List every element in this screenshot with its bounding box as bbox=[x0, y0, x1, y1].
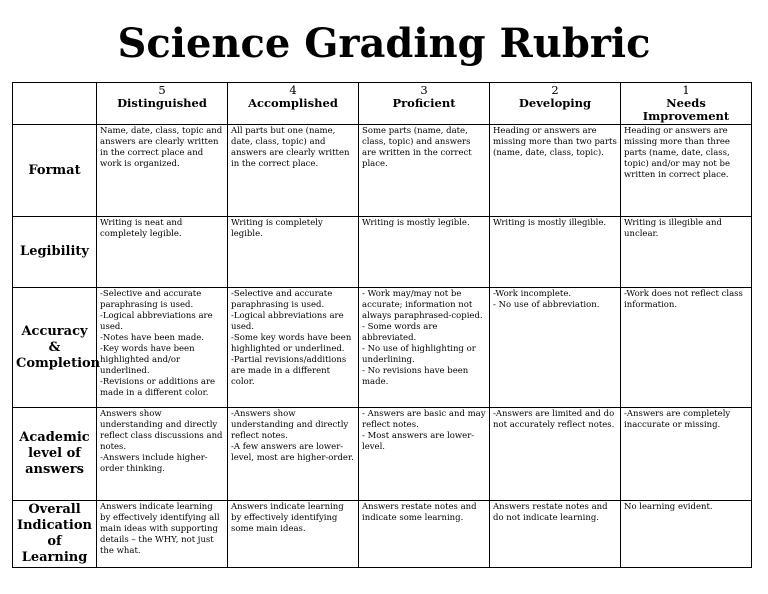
cell-text: Answers indicate learning by effectively identifying all main ideas with supporting details – the WHY, not just the what. bbox=[100, 502, 220, 556]
rubric-cell bbox=[621, 408, 752, 501]
rubric-cell bbox=[490, 501, 621, 568]
rubric-cell bbox=[621, 501, 752, 568]
rubric-cell bbox=[490, 125, 621, 217]
rubric-cell bbox=[359, 217, 490, 288]
rubric-cell bbox=[490, 288, 621, 408]
page-title: Science Grading Rubric bbox=[117, 20, 651, 67]
criterion-label: Academic level of answers bbox=[13, 408, 97, 501]
cell-text: - Most answers are lower-level. bbox=[362, 431, 475, 452]
cell-text: All parts but one (name, date, class, topic) and answers are clearly written in the correct place. bbox=[231, 126, 350, 169]
rubric-cell bbox=[490, 217, 621, 288]
rubric-cell bbox=[359, 408, 490, 501]
rubric-cell bbox=[97, 408, 228, 501]
cell-text: Writing is neat and completely legible. bbox=[100, 218, 183, 239]
cell-text: - No use of highlighting or underlining. bbox=[362, 344, 476, 365]
criterion-label: Legibility bbox=[13, 217, 97, 288]
cell-text: -Key words have been highlighted and/or underlined. bbox=[100, 344, 195, 376]
rubric-cell bbox=[97, 288, 228, 408]
cell-text: Writing is illegible and unclear. bbox=[624, 218, 722, 239]
rubric-cell bbox=[621, 288, 752, 408]
cell-text: -Selective and accurate paraphrasing is used. bbox=[231, 289, 333, 310]
cell-text: Answers indicate learning by effectively identifying some main ideas. bbox=[231, 502, 344, 534]
cell-text: - Answers are basic and may reflect notes. bbox=[362, 409, 486, 430]
cell-text: -Logical abbreviations are used. bbox=[231, 311, 344, 332]
cell-text: Answers restate notes and do not indicate learning. bbox=[493, 502, 608, 523]
rubric-cell bbox=[97, 501, 228, 568]
rubric-cell bbox=[97, 125, 228, 217]
rubric-cell bbox=[490, 408, 621, 501]
rubric-table bbox=[12, 82, 752, 568]
level-header-3: 3 Proficient bbox=[359, 83, 490, 125]
criterion-label: Format bbox=[13, 125, 97, 217]
table-row bbox=[13, 217, 752, 288]
rubric-cell bbox=[228, 408, 359, 501]
cell-text: Writing is completely legible. bbox=[231, 218, 323, 239]
criterion-label: Accuracy & Completion bbox=[13, 288, 97, 408]
cell-text: Heading or answers are missing more than two parts (name, date, class, topic). bbox=[493, 126, 617, 158]
cell-text: Some parts (name, date, class, topic) and answers are written in the correct place. bbox=[362, 126, 472, 169]
cell-text: -Notes have been made. bbox=[100, 333, 204, 343]
level-header-5: 5 Distinguished bbox=[97, 83, 228, 125]
cell-text: - Work may/may not be accurate; information not always paraphrased-copied. bbox=[362, 289, 483, 321]
cell-text: - No use of abbreviation. bbox=[493, 300, 600, 310]
cell-text: -Some key words have been highlighted or underlined. bbox=[231, 333, 352, 354]
rubric-cell bbox=[228, 125, 359, 217]
table-row bbox=[13, 408, 752, 501]
cell-text: Answers restate notes and indicate some learning. bbox=[362, 502, 477, 523]
level-header-1: 1 Needs Improvement bbox=[621, 83, 752, 125]
rubric-cell bbox=[97, 217, 228, 288]
cell-text: Heading or answers are missing more than three parts (name, date, class, topic) and/or may not be written in correct place. bbox=[624, 126, 731, 180]
table-row bbox=[13, 288, 752, 408]
cell-text: -A few answers are lower-level, most are higher-order. bbox=[231, 442, 354, 463]
cell-text: Name, date, class, topic and answers are clearly written in the correct place and work is organized. bbox=[100, 126, 223, 169]
cell-text: -Answers include higher-order thinking. bbox=[100, 453, 208, 474]
cell-text: -Answers are limited and do not accurately reflect notes. bbox=[493, 409, 615, 430]
rubric-cell bbox=[621, 217, 752, 288]
cell-text: -Answers are completely inaccurate or missing. bbox=[624, 409, 731, 430]
cell-text: -Logical abbreviations are used. bbox=[100, 311, 213, 332]
cell-text: -Answers show understanding and directly reflect notes. bbox=[231, 409, 349, 441]
cell-text: -Partial revisions/additions are made in a different color. bbox=[231, 355, 347, 387]
rubric-cell bbox=[228, 217, 359, 288]
rubric-cell bbox=[228, 288, 359, 408]
rubric-cell bbox=[228, 501, 359, 568]
cell-text: -Selective and accurate paraphrasing is used. bbox=[100, 289, 202, 310]
rubric-cell bbox=[359, 125, 490, 217]
level-header-2: 2 Developing bbox=[490, 83, 621, 125]
cell-text: - No revisions have been made. bbox=[362, 366, 469, 387]
cell-text: -Work does not reflect class information. bbox=[624, 289, 743, 310]
rubric-cell bbox=[621, 125, 752, 217]
cell-text: Writing is mostly legible. bbox=[362, 218, 470, 228]
level-header-4: 4 Accomplished bbox=[228, 83, 359, 125]
cell-text: No learning evident. bbox=[624, 502, 713, 512]
table-row bbox=[13, 125, 752, 217]
criterion-label: Overall Indication of Learning bbox=[13, 501, 97, 568]
rubric-cell bbox=[359, 288, 490, 408]
header-row bbox=[13, 83, 752, 125]
cell-text: Writing is mostly illegible. bbox=[493, 218, 607, 228]
cell-text: -Work incomplete. bbox=[493, 289, 572, 299]
cell-text: - Some words are abbreviated. bbox=[362, 322, 438, 343]
corner-cell bbox=[13, 83, 97, 125]
cell-text: -Revisions or additions are made in a different color. bbox=[100, 377, 216, 398]
rubric-cell bbox=[359, 501, 490, 568]
cell-text: Answers show understanding and directly reflect class discussions and notes. bbox=[100, 409, 223, 452]
table-row bbox=[13, 501, 752, 568]
